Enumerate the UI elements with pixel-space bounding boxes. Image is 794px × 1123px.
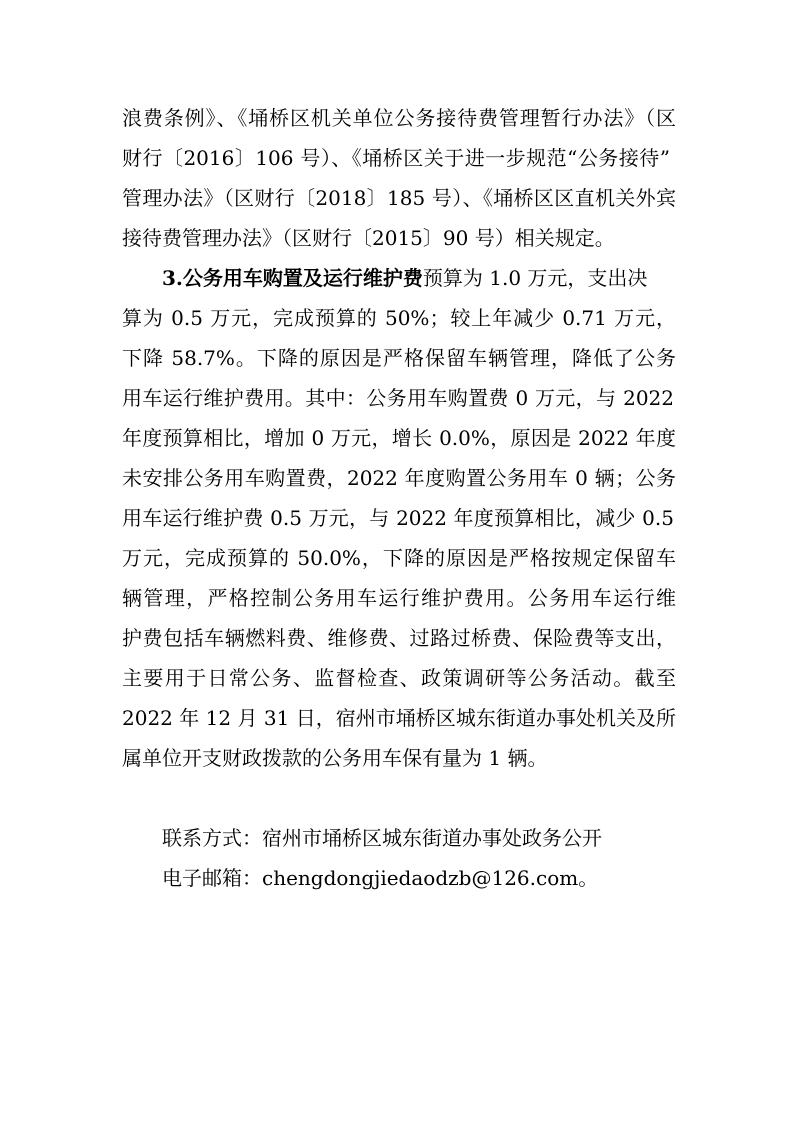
text-line: 管理办法》（区财行〔2018〕185 号）、《埇桥区区直机关外宾	[122, 186, 676, 210]
text-line: 2022 年 12 月 31 日，宿州市埇桥区城东街道办事处机关及所	[122, 706, 676, 730]
text-span: 预算为 1.0 万元，支出决	[422, 266, 648, 290]
text-line: 用车运行维护费 0.5 万元，与 2022 年度预算相比，减少 0.5	[122, 506, 674, 530]
text-line: 主要用于日常公务、监督检查、政策调研等公务活动。截至	[122, 666, 676, 690]
text-line: 辆管理，严格控制公务用车运行维护费用。公务用车运行维	[122, 586, 676, 610]
text-line: 未安排公务用车购置费，2022 年度购置公务用车 0 辆；公务	[122, 466, 676, 490]
text-line: 属单位开支财政拨款的公务用车保有量为 1 辆。	[122, 746, 548, 770]
text-line: 接待费管理办法》（区财行〔2015〕90 号）相关规定。	[122, 226, 615, 250]
text-line: 算为 0.5 万元，完成预算的 50%；较上年减少 0.71 万元，	[122, 306, 676, 330]
text-line: 护费包括车辆燃料费、维修费、过路过桥费、保险费等支出，	[122, 626, 676, 650]
text-line: 年度预算相比，增加 0 万元，增长 0.0%，原因是 2022 年度	[122, 426, 676, 450]
contact-line: 联系方式：宿州市埇桥区城东街道办事处政务公开	[162, 826, 602, 850]
text-line: 浪费条例》、《埇桥区机关单位公务接待费管理暂行办法》（区	[122, 106, 676, 130]
email-line: 电子邮箱：chengdongjiedaodzb@126.com。	[162, 866, 599, 890]
text-line: 下降 58.7%。下降的原因是严格保留车辆管理，降低了公务	[122, 346, 676, 370]
text-line: 财行〔2016〕106 号）、《埇桥区关于进一步规范“公务接待”	[122, 146, 670, 170]
section-heading: 3.公务用车购置及运行维护费	[162, 266, 423, 290]
paragraph-first-line	[162, 262, 647, 294]
text-line: 万元，完成预算的 50.0%，下降的原因是严格按规定保留车	[122, 546, 676, 570]
text-line: 用车运行维护费用。其中：公务用车购置费 0 万元，与 2022	[122, 386, 674, 410]
